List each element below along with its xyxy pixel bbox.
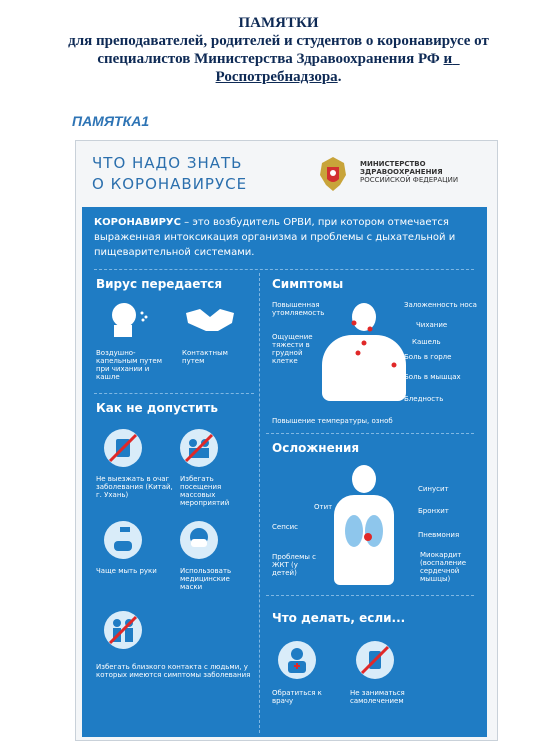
ministry-line1: МИНИСТЕРСТВО [360,160,426,168]
complication-sinusitis: Синусит [418,485,449,493]
symptom-congestion: Заложенность носа [404,301,477,309]
document-title [0,14,557,86]
divider [266,595,474,597]
ministry-line2: ЗДРАВООХРАНЕНИЯ [360,168,443,176]
prevent-masks-label: Использовать медицинские маски [180,567,232,591]
divider [266,433,474,435]
prevent-wash-label: Чаще мыть руки [96,567,157,575]
no-self-medication-icon [356,641,394,679]
title-line-3 [0,50,557,68]
symptom-muscles: Боль в мышцах [404,373,461,381]
title-link-and[interactable]: и [443,51,453,67]
complication-myocarditis: Миокардит (воспаление сердечной мышцы) [420,551,467,583]
doctor-icon [278,641,316,679]
handshake-icon [182,303,238,335]
complication-sepsis: Сепсис [272,523,299,531]
no-crowds-icon [180,429,218,467]
symptom-fatigue: Повышенная утомляемость [272,301,325,317]
prevent-travel-label: Не выезжать в очаг заболевания (Китай, г. Ухань) [96,475,173,499]
complication-gi: Проблемы с ЖКТ (у детей) [272,553,316,577]
poster-blue-panel [82,207,487,737]
symptoms-title: Симптомы [272,277,344,291]
complication-bronchitis: Бронхит [418,507,449,515]
avoid-contact-icon [104,611,142,649]
what-to-do-title: Что делать, если... [272,611,406,625]
divider-vertical [259,273,261,733]
symptom-heaviness: Ощущение тяжести в грудной клетке [272,333,313,365]
ministry-line3: РОССИЙСКОЙ ФЕДЕРАЦИИ [360,176,459,184]
transmission-contact-label: Контактным путем [182,349,228,365]
complication-pneumonia: Пневмония [418,531,460,539]
complications-title: Осложнения [272,441,360,455]
symptom-pallor: Бледность [404,395,444,403]
mask-icon [180,521,218,559]
title-line-3-text: специалистов Министерства Здравоохранения РФ [97,51,444,67]
poster-heading-line2: О КОРОНАВИРУСЕ [92,175,248,193]
ministry-logo [314,153,489,193]
intro-bold: КОРОНАВИРУС [94,217,181,228]
body-head-icon [352,465,376,493]
symptom-cough: Кашель [412,338,441,346]
hand-wash-icon [104,521,142,559]
title-link-rospotreb[interactable]: Роспотребнадзора [215,69,338,85]
prevent-crowds-label: Избегать посещения массовых мероприятий [180,475,230,507]
symptom-fever: Повышение температуры, озноб [272,417,393,425]
what-to-do-doctor-label: Обратиться к врачу [272,689,322,705]
title-line-4: Роспотребнадзора. [215,69,342,85]
transmission-airborne-label: Воздушно-капельным путем при чихании и кашле [96,349,162,381]
poster-heading [92,153,247,195]
lungs-icon [340,507,388,567]
prevent-contact-label: Избегать близкого контакта с людьми, у которых имеются симптомы заболевания [96,663,251,679]
transmission-title: Вирус передается [96,277,223,291]
divider [94,393,254,395]
prevent-title: Как не допустить [96,401,218,415]
sneezing-head-icon [106,299,152,339]
what-to-do-self-med-label: Не заниматься самолечением [350,689,405,705]
title-line-1: ПАМЯТКИ [238,15,319,31]
title-line-2: для преподавателей, родителей и студентов о коронавирусе от [68,33,489,49]
no-travel-icon [104,429,142,467]
coat-of-arms-icon [314,153,352,193]
infographic-poster [75,140,498,741]
divider [94,269,474,271]
symptom-throat: Боль в горле [404,353,452,361]
poster-heading-line1: ЧТО НАДО ЗНАТЬ [92,154,243,172]
ministry-name [360,160,458,184]
complication-otitis: Отит [314,503,333,511]
symptom-sneezing: Чихание [416,321,448,329]
symptom-markers-icon [344,319,404,399]
memo-label: ПАМЯТКА1 [72,113,150,129]
intro-rest: – это возбудитель ОРВИ, при котором отмечается выраженная интоксикация организма и проблемы с дыхательной и пищеварительной системами. [94,217,456,258]
intro-text [94,215,474,260]
